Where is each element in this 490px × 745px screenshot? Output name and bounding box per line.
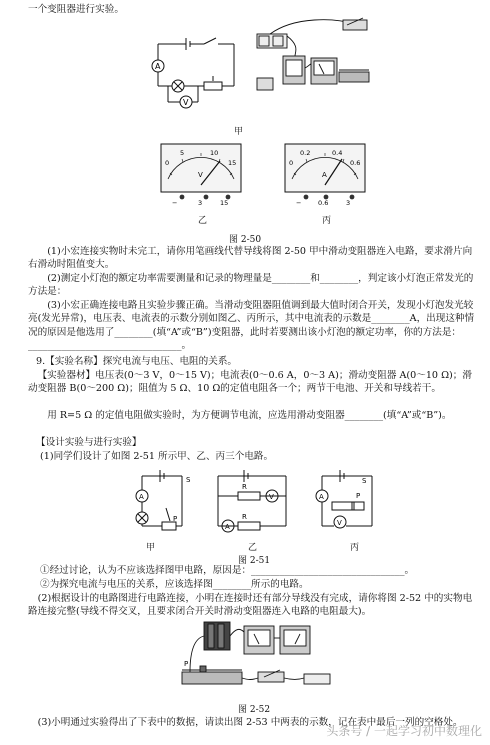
ammeter-terminal: 3: [346, 199, 351, 207]
fig251-caption: 图 2-51: [238, 556, 271, 566]
svg-text:P: P: [356, 492, 361, 500]
voltmeter-terminal: 3: [198, 199, 203, 207]
intro-line: 一个变阻器进行实验。: [28, 4, 124, 15]
design-part-3: (3)小明通过实验得出了下表中的数据，请读出图 2-53 中两表的示数，记在表中最后一列的空格处。: [37, 717, 463, 728]
design-part-1: (1)同学们设计了如图 2-51 所示甲、乙、丙三个电路。: [40, 451, 274, 462]
sub-question-2: ②为探究电流与电压的关系，应该选择图________所示的电路。: [40, 579, 309, 590]
svg-text:R: R: [242, 513, 247, 521]
svg-text:V: V: [337, 519, 342, 527]
ammeter-tick-label: 0.6: [350, 159, 361, 167]
watermark: 头条号 / 一起学习初中数理化: [326, 724, 482, 738]
ammeter-tick-label: 0.4: [332, 149, 343, 157]
equipment-list: 【实验器材】电压表(0～3 V，0～15 V)；电流表(0～0.6 A，0～3 A)；滑动变阻器 A(0～10 Ω)；滑动变阻器 B(0～200 Ω)；阻值为 5 Ω、10 Ω的定值电阻各一个；两节干电池、开关和导线若干。: [28, 370, 472, 395]
fig250-label-jia: 甲: [234, 127, 244, 137]
ammeter-tick-label: 0.2: [300, 149, 311, 157]
ammeter-symbol-label: A: [155, 62, 161, 71]
voltmeter-terminal: 15: [220, 199, 229, 207]
fig250-caption: 图 2-50: [229, 235, 262, 245]
ammeter-dial: [284, 143, 366, 211]
voltmeter-terminal: −: [172, 199, 178, 207]
fig250-label-yi: 乙: [198, 216, 208, 226]
fig251-label-bing: 丙: [350, 543, 360, 553]
ammeter-terminal: −: [296, 199, 302, 207]
voltmeter-tick-label: 0: [165, 159, 170, 167]
voltmeter-tick-label: 10: [210, 149, 219, 157]
q9-title: 9.【实验名称】探究电流与电压、电阻的关系。: [36, 356, 238, 367]
voltmeter-dial: [160, 143, 242, 211]
fig250-apparatus: [255, 16, 373, 110]
fig250-circuit-diagram: [148, 36, 244, 114]
design-heading: 【设计实验与进行实验】: [36, 437, 142, 448]
voltmeter-symbol-label: V: [183, 98, 189, 107]
svg-text:P: P: [173, 515, 178, 523]
fig251-label-yi: 乙: [248, 543, 258, 553]
svg-text:R: R: [242, 483, 247, 491]
voltmeter-tick-label: 15: [228, 159, 237, 167]
question-3: (3)小宏正确连接电路且实验步骤正确。当滑动变阻器阻值调到最大值时闭合开关，发现小灯泡发光较亮(发光异常)，电压表、电流表的示数分别如图乙、丙所示，其中电流表的示数是________A，出现这种情况的原因是他选用了________(填“A”或“B”)变阻器，此时若要测出该小灯泡的额定功率，你的方法是：________________________________。: [28, 300, 475, 352]
svg-text:P: P: [184, 660, 189, 668]
fig251-label-jia: 甲: [146, 543, 156, 553]
svg-text:A: A: [319, 493, 324, 501]
svg-text:A: A: [225, 523, 230, 531]
question-2: (2)测定小灯泡的额定功率需要测量和记录的物理量是________和________，判定该小灯泡正常发光的方法是：: [28, 273, 474, 298]
ammeter-tick-label: 0: [289, 159, 294, 167]
design-part-2: (2)根据设计的电路图进行电路连接，小明在连接时还有部分导线没有完成，请你将图 2-52 中的实物电路连接完整(导线不得交叉，且要求闭合开关时滑动变阻器连入电路的电阻最大)。: [28, 593, 473, 618]
voltmeter-tick-label: 5: [180, 149, 185, 157]
ammeter-terminal: 0.6: [318, 199, 329, 207]
fig252-apparatus: [180, 618, 350, 704]
svg-text:S: S: [186, 476, 191, 484]
svg-text:S: S: [362, 477, 367, 485]
voltmeter-unit: V: [198, 171, 203, 179]
fig251-circuits: [126, 466, 378, 540]
svg-text:V: V: [269, 493, 274, 501]
svg-text:A: A: [139, 493, 144, 501]
ammeter-unit: A: [322, 171, 327, 179]
fig250-label-bing: 丙: [322, 216, 332, 226]
rheostat-choice-question: 用 R=5 Ω 的定值电阻做实验时，为方便调节电流，应选用滑动变阻器________(填“A”或“B”)。: [47, 410, 452, 421]
fig252-caption: 图 2-52: [238, 705, 271, 715]
sub-question-1: ①经过讨论，认为不应该选择图甲电路，原因是：________________________________。: [40, 565, 415, 576]
question-1: (1)小宏连接实物时未完工，请你用笔画线代替导线将图 2-50 甲中滑动变阻器连入电路，要求滑片向右滑动时阻值变大。: [28, 246, 473, 271]
